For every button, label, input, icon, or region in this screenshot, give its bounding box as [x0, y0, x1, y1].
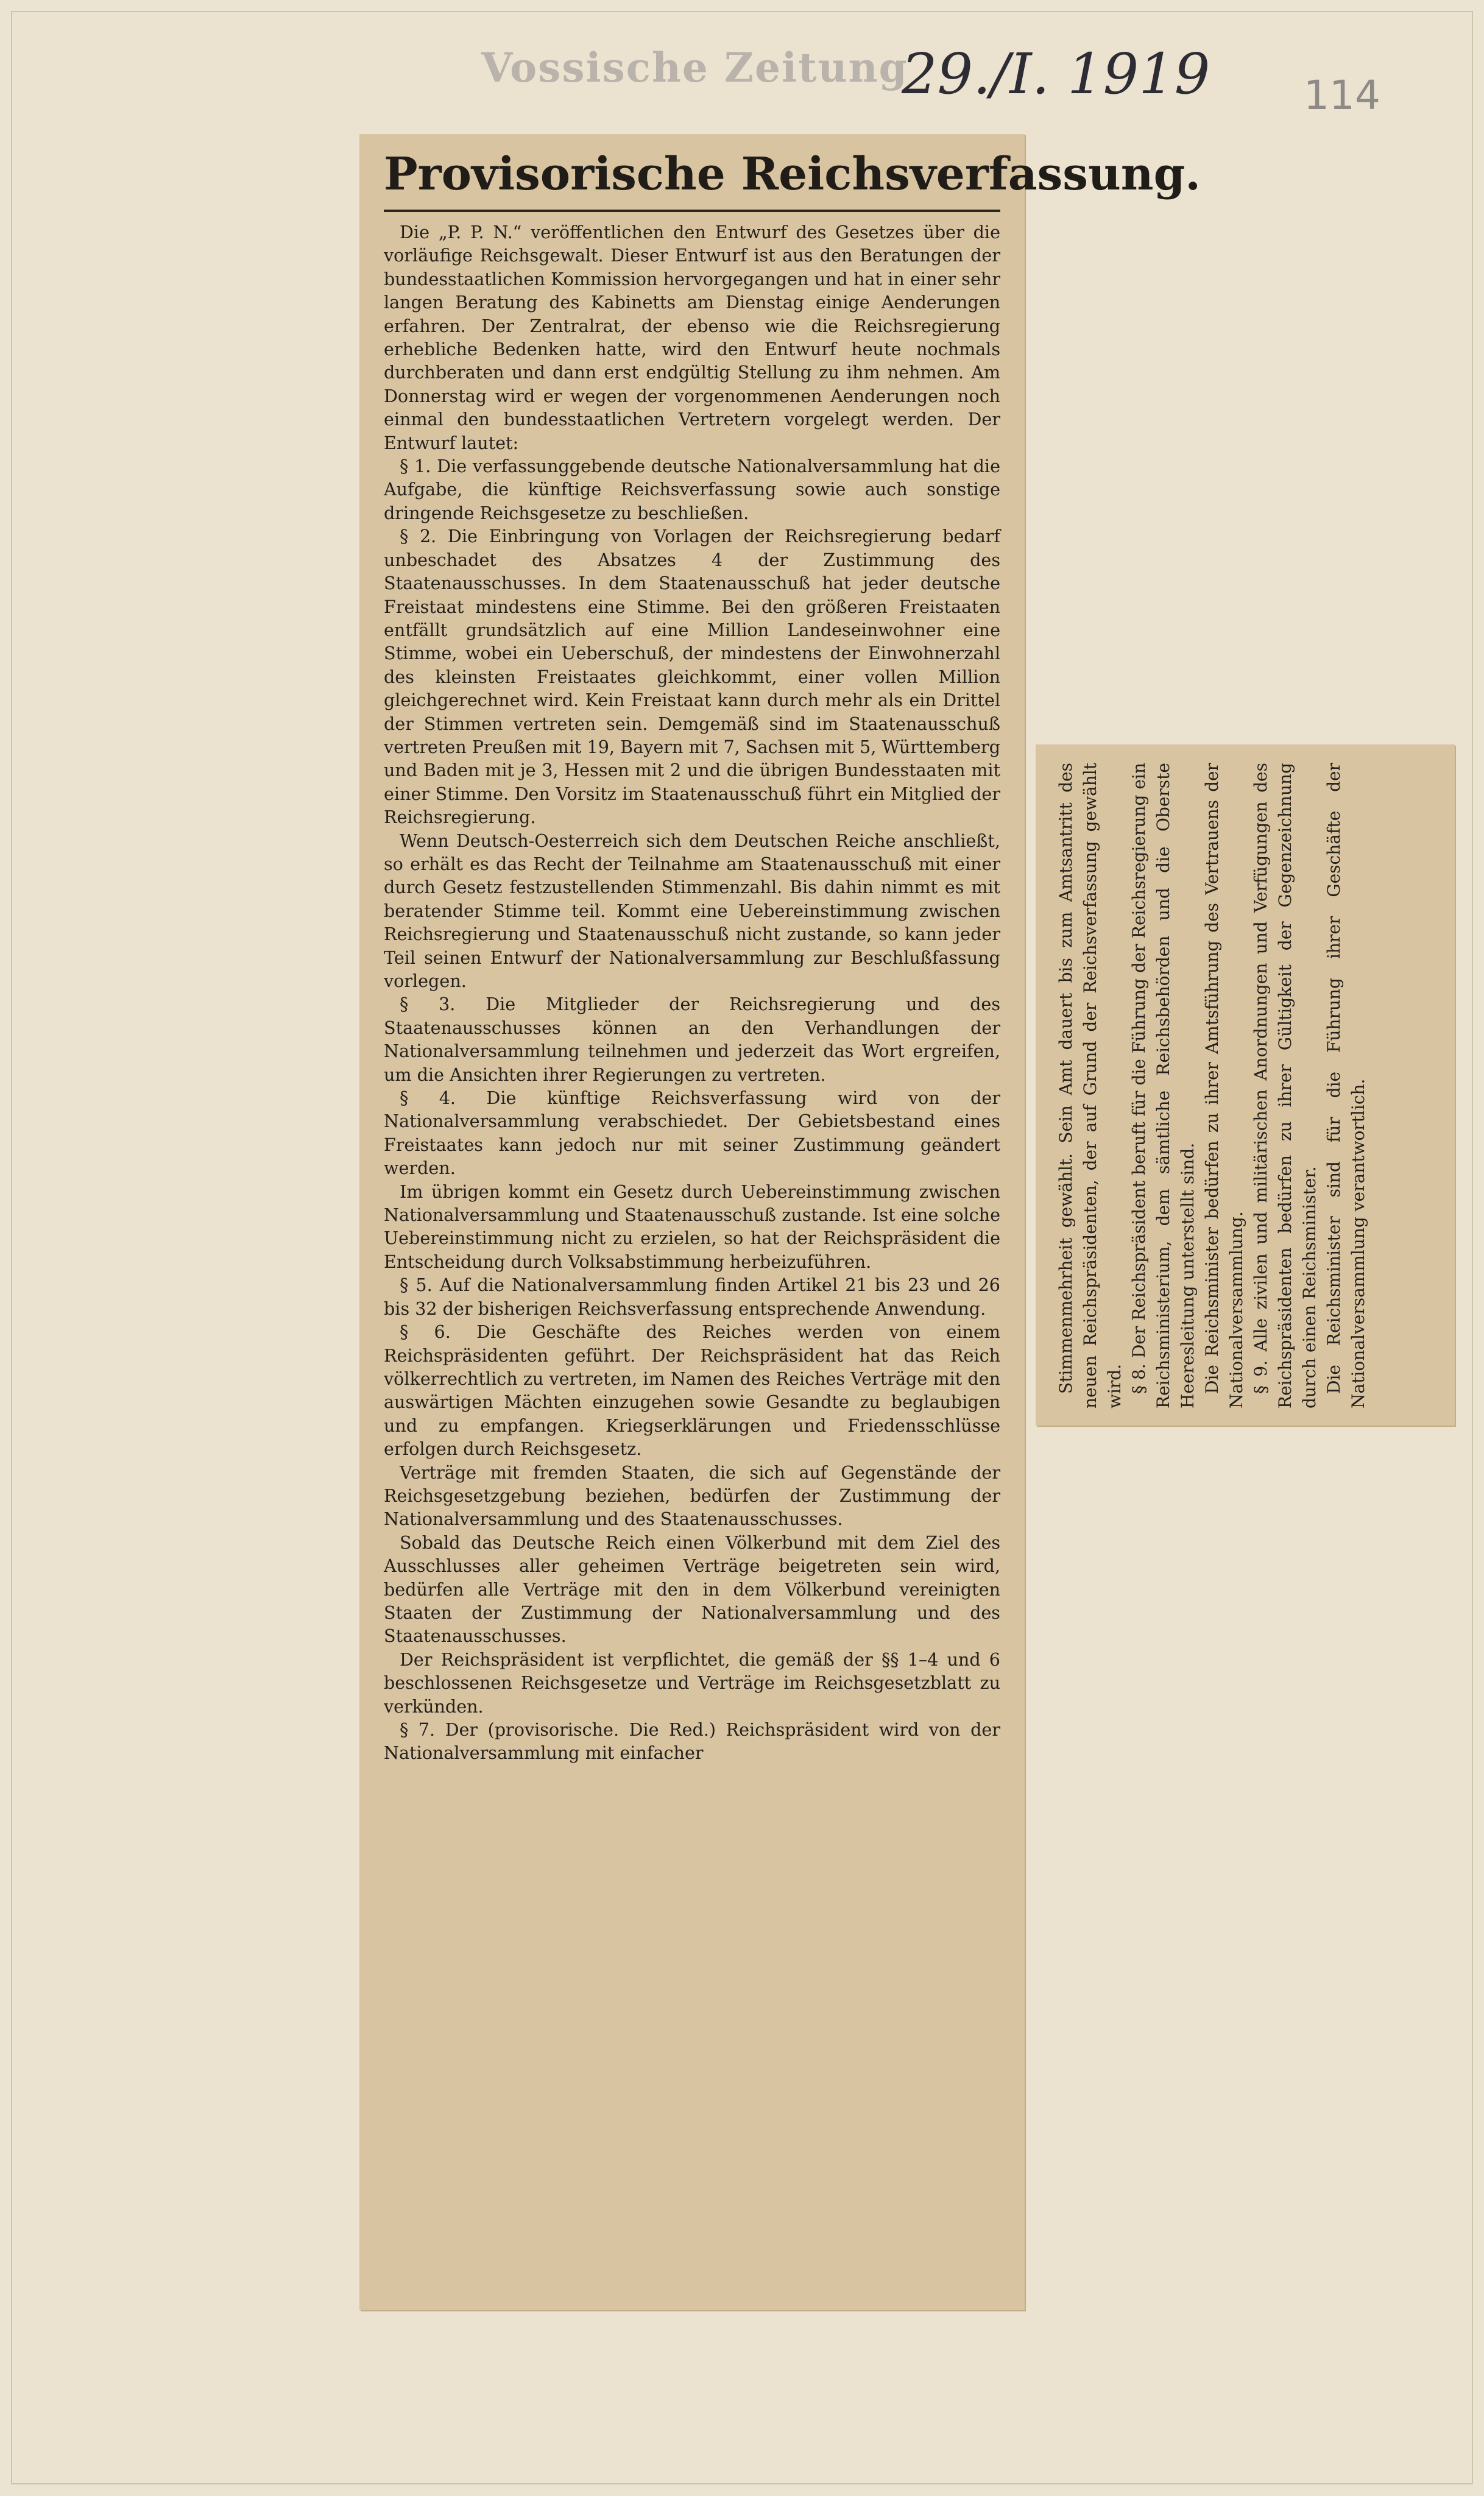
newspaper-clipping-continuation	[1036, 744, 1455, 1426]
paragraph-intro: Die „P. P. N.“ veröffentlichen den Entwurf des Gesetzes über die vorläufige Reichsgewalt. Dieser Entwurf ist aus den Beratungen der bundesstaatlichen Kommission hervorgegangen und hat in einer sehr langen Beratung des Kabinetts am Dienstag einige Aenderungen erfahren. Der Zentralrat, der ebenso wie die Reichsregierung erhebliche Bedenken hatte, wird den Entwurf heute nochmals durchberaten und dann erst endgültig Stellung zu ihm nehmen. Am Donnerstag wird er wegen der vorgenommenen Aenderungen noch einmal den bundesstaatlichen Vertretern vorgelegt werden. Der Entwurf lautet:	[384, 222, 1000, 453]
paragraph-section-3: § 3. Die Mitglieder der Reichsregierung und des Staatenausschusses können an den Verhandlungen der Nationalversammlung teilnehmen und jederzeit das Wort ergreifen, um die Ansichten ihrer Regierungen zu vertreten.	[384, 994, 1000, 1085]
handwritten-date: 29./I. 1919	[902, 41, 1210, 107]
continuation-section-8: § 8. Der Reichspräsident beruft für die Führung der Reichsregierung ein Reichsministerium, dem sämtliche Reichsbehörden und die Oberste Heeresleitung unterstellt sind.	[1129, 763, 1198, 1409]
continuation-rotated-text	[1054, 763, 1371, 1409]
continuation-ministers-responsibility: Die Reichsminister sind für die Führung ihrer Geschäfte der Nationalversammlung verantwortlich.	[1324, 763, 1368, 1409]
paragraph-section-4-referendum: Im übrigen kommt ein Gesetz durch Uebereinstimmung zwischen Nationalversammlung und Staatenausschuß zustande. Ist eine solche Uebereinstimmung nicht zu erzielen, so hat der Reichspräsident die Entscheidung durch Volksabstimmung herbeizuführen.	[384, 1181, 1000, 1272]
archive-page-number: 114	[1304, 72, 1380, 119]
article-headline: Provisorische Reichsverfassung.	[384, 143, 1000, 212]
paragraph-section-7: § 7. Der (provisorische. Die Red.) Reichspräsident wird von der Nationalversammlung mit einfacher	[384, 1719, 1000, 1764]
newspaper-name-stamp: Vossische Zeitung	[481, 44, 908, 91]
paragraph-section-6-league: Sobald das Deutsche Reich einen Völkerbund mit dem Ziel des Ausschlusses aller geheimen Verträge beigetreten sein wird, bedürfen alle Verträge mit den in dem Völkerbund vereinigten Staaten der Zustimmung der Nationalversammlung und des Staatenausschusses.	[384, 1532, 1000, 1647]
paragraph-section-4: § 4. Die künftige Reichsverfassung wird von der Nationalversammlung verabschiedet. Der Gebietsbestand eines Freistaates kann jedoch nur mit seiner Zustimmung geändert werden.	[384, 1087, 1000, 1179]
paragraph-section-6: § 6. Die Geschäfte des Reiches werden von einem Reichspräsidenten geführt. Der Reichspräsident hat das Reich völkerrechtlich zu vertreten, im Namen des Reiches Verträge mit den auswärtigen Mächten einzugehen sowie Gesandte zu beglaubigen und zu empfangen. Kriegserklärungen und Friedensschlüsse erfolgen durch Reichsgesetz.	[384, 1321, 1000, 1460]
paragraph-section-6-treaties: Verträge mit fremden Staaten, die sich auf Gegenstände der Reichsgesetzgebung beziehen, bedürfen der Zustimmung der Nationalversammlung und des Staatenausschusses.	[384, 1462, 1000, 1530]
paragraph-section-2: § 2. Die Einbringung von Vorlagen der Reichsregierung bedarf unbeschadet des Absatzes 4 der Zustimmung des Staatenausschusses. In dem Staatenausschuß hat jeder deutsche Freistaat mindestens eine Stimme. Bei den größeren Freistaaten entfällt grundsätzlich auf eine Million Landeseinwohner eine Stimme, wobei ein Ueberschuß, der mindestens der Einwohnerzahl des kleinsten Freistaates gleichkommt, einer vollen Million gleichgerechnet wird. Kein Freistaat kann durch mehr als ein Drittel der Stimmen vertreten sein. Demgemäß sind im Staatenausschuß vertreten Preußen mit 19, Bayern mit 7, Sachsen mit 5, Württemberg und Baden mit je 3, Hessen mit 2 und die übrigen Bundesstaaten mit einer Stimme. Den Vorsitz im Staatenausschuß führt ein Mitglied der Reichsregierung.	[384, 526, 1000, 828]
paragraph-section-5: § 5. Auf die Nationalversammlung finden Artikel 21 bis 23 und 26 bis 32 der bisherigen Reichsverfassung entsprechende Anwendung.	[384, 1275, 1000, 1319]
paragraph-section-1: § 1. Die verfassunggebende deutsche Nationalversammlung hat die Aufgabe, die künftige Reichsverfassung sowie auch sonstige dringende Reichsgesetze zu beschließen.	[384, 456, 1000, 523]
article-body	[384, 221, 1000, 1765]
paragraph-section-6-promulgation: Der Reichspräsident ist verpflichtet, die gemäß der §§ 1–4 und 6 beschlossenen Reichsgesetze und Verträge im Reichsgesetzblatt zu verkünden.	[384, 1649, 1000, 1717]
continuation-ministers-trust: Die Reichsminister bedürfen zu ihrer Amtsführung des Vertrauens der Nationalversammlung.	[1202, 763, 1246, 1409]
continuation-section-7-end: Stimmenmehrheit gewählt. Sein Amt dauert bis zum Amtsantritt des neuen Reichspräsidenten, der auf Grund der Reichsverfassung gewählt wird.	[1056, 763, 1125, 1409]
paragraph-section-2-austria: Wenn Deutsch-Oesterreich sich dem Deutschen Reiche anschließt, so erhält es das Recht der Teilnahme am Staatenausschuß mit einer durch Gesetz festzustellenden Stimmenzahl. Bis dahin nimmt es mit beratender Stimme teil. Kommt eine Uebereinstimmung zwischen Reichsregierung und Staatenausschuß nicht zustande, so kann jeder Teil seinen Entwurf der Nationalversammlung zur Beschlußfassung vorlegen.	[384, 830, 1000, 991]
continuation-section-9: § 9. Alle zivilen und militärischen Anordnungen und Verfügungen des Reichspräsidenten bedürfen zu ihrer Gültigkeit der Gegenzeichnung durch einen Reichsminister.	[1251, 763, 1320, 1409]
